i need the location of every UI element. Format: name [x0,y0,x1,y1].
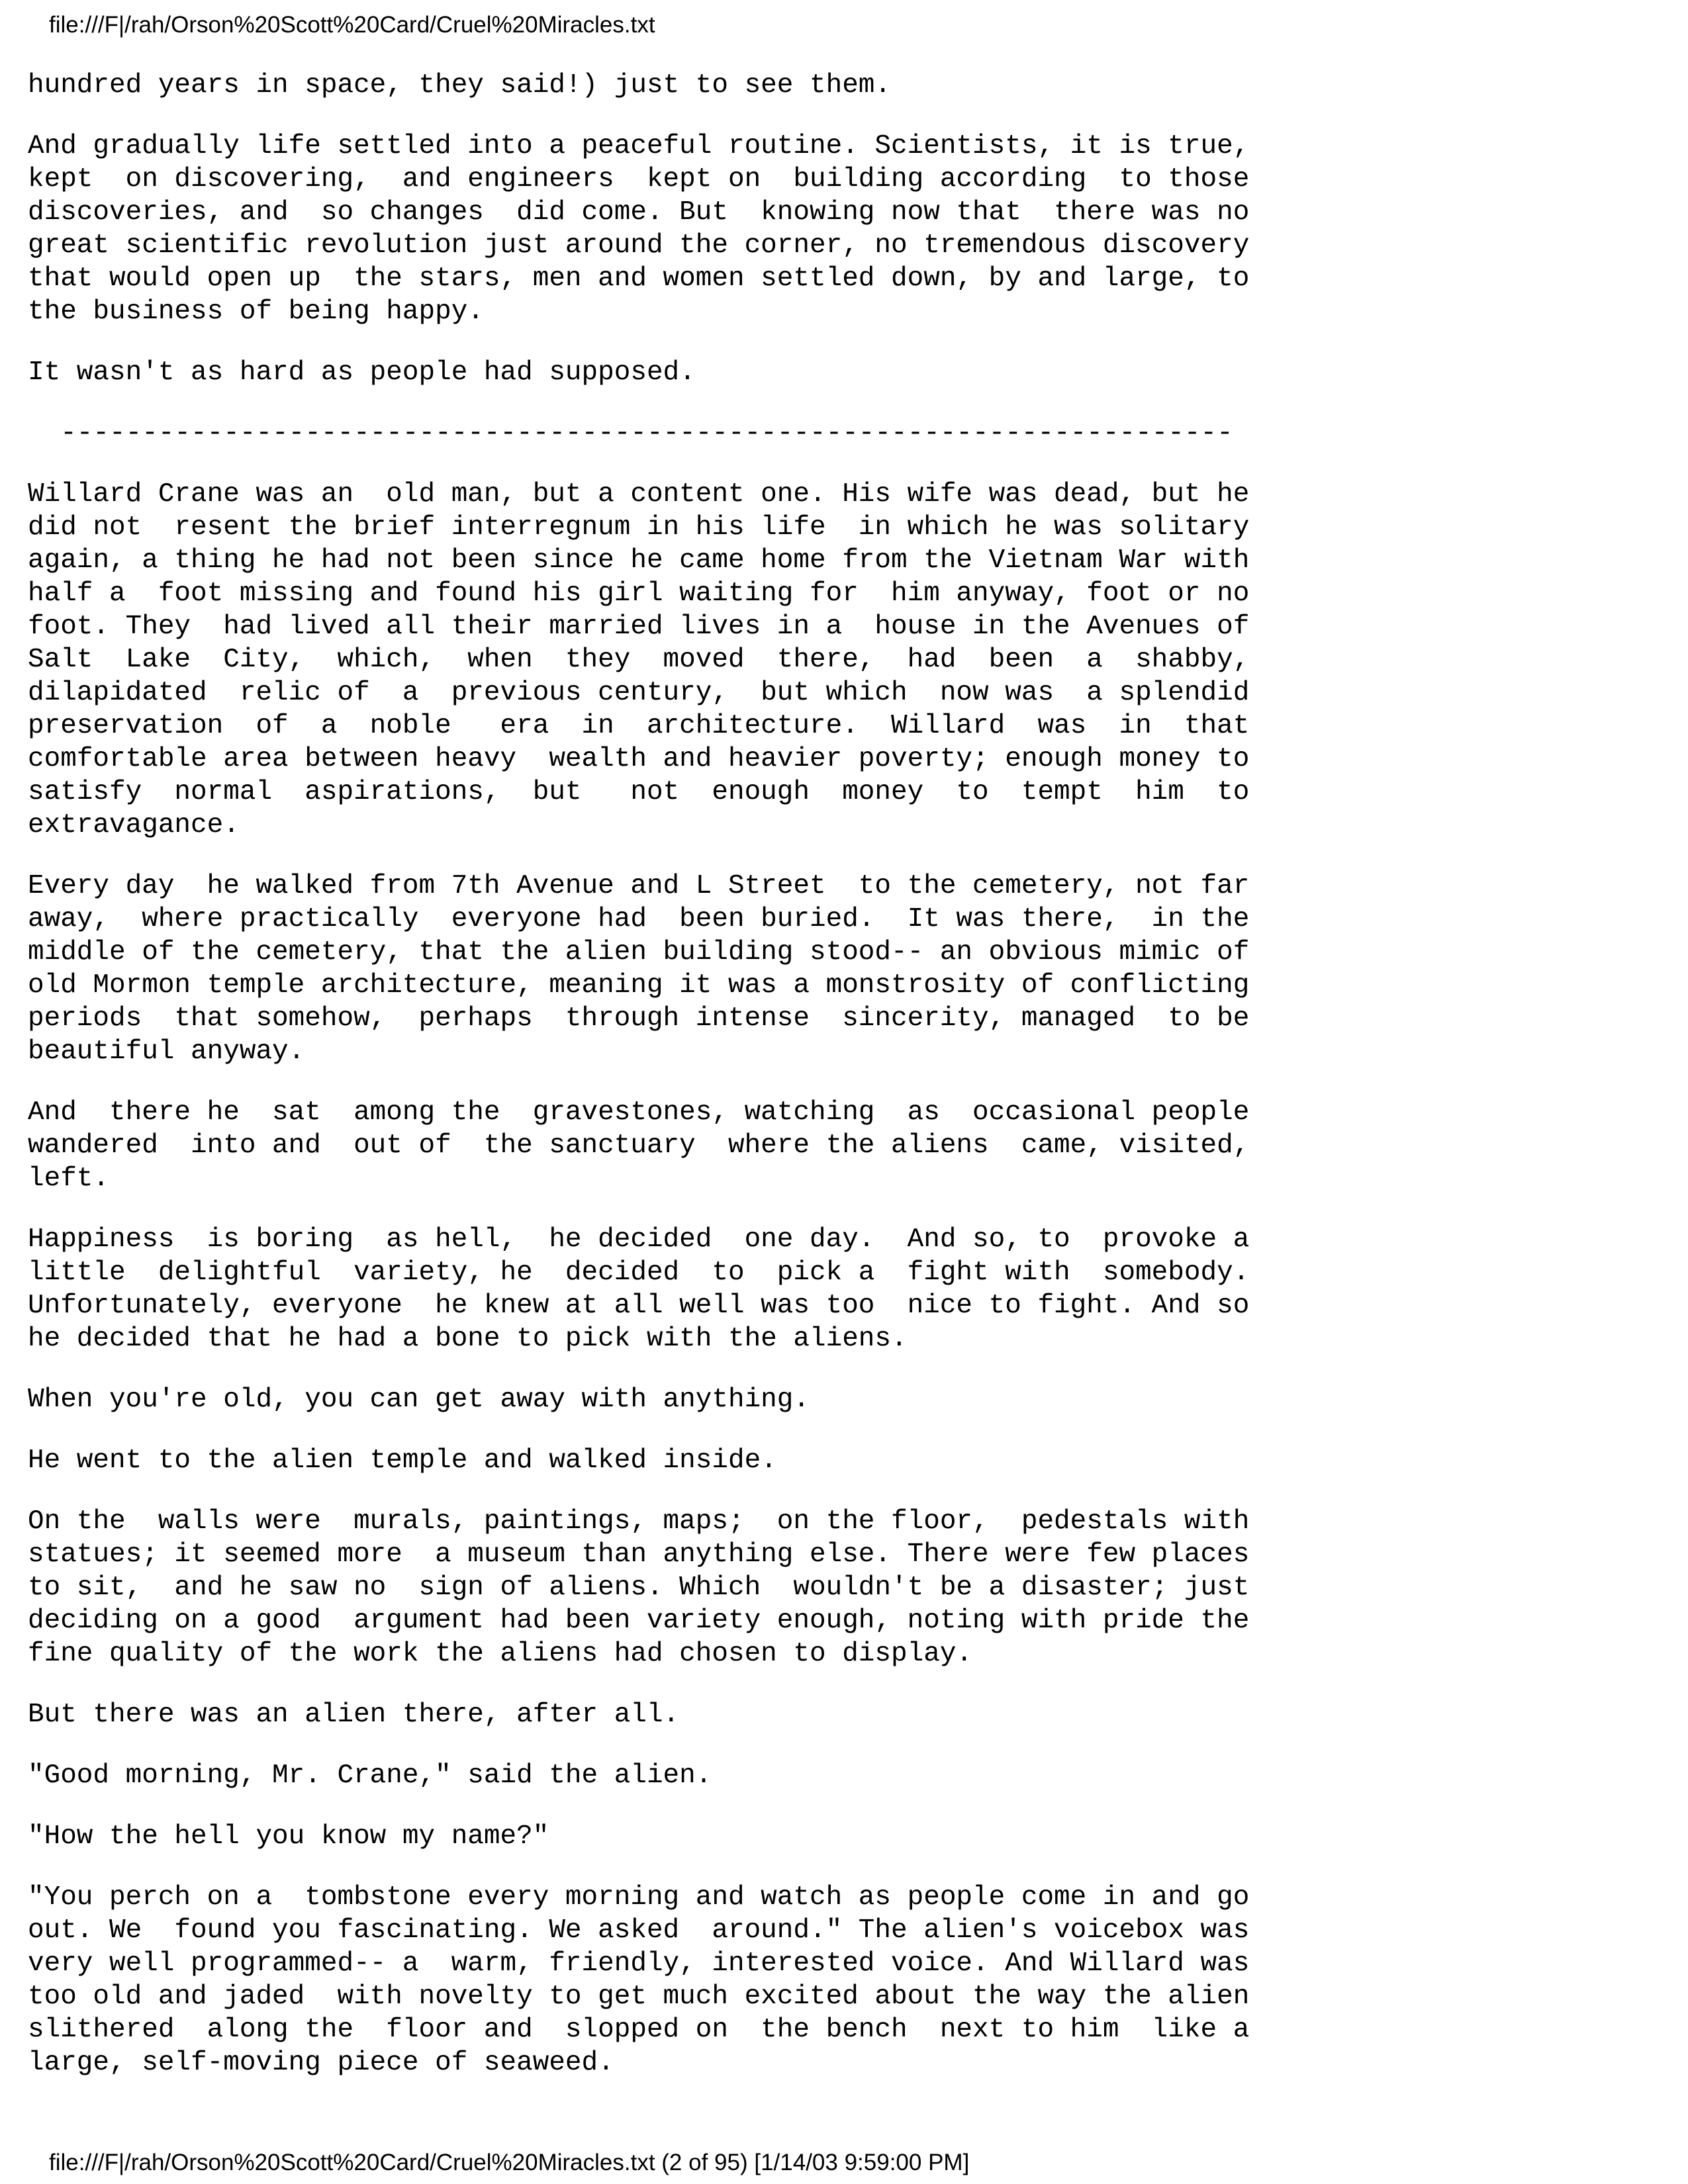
text-line: slithered along the floor and slopped on the bench next to him like a [28,2015,1250,2045]
text-line: fine quality of the work the aliens had chosen to display. [28,1639,973,1669]
text-line: did not resent the brief interregnum in his life in which he was solitary [28,512,1250,543]
text-line: out. We found you fascinating. We asked around." The alien's voicebox was [28,1915,1250,1946]
text-line: statues; it seemed more a museum than anything else. There were few places [28,1539,1250,1570]
paragraph [28,1881,1272,2079]
text-line: Willard Crane was an old man, but a content one. His wife was dead, but he [28,479,1250,510]
paragraph [28,1383,1272,1416]
text-line: kept on discovering, and engineers kept on building according to those [28,164,1250,195]
text-line: again, a thing he had not been since he came home from the Vietnam War with [28,545,1250,576]
text-line: little delightful variety, he decided to pick a fight with somebody. [28,1257,1250,1288]
text-line: hundred years in space, they said!) just to see them. [28,70,892,101]
paragraph [28,1223,1272,1355]
text-line: foot. They had lived all their married lives in a house in the Avenues of [28,612,1250,642]
text-line: that would open up the stars, men and women settled down, by and large, to [28,263,1250,294]
paragraph [28,356,1272,389]
paragraph [28,870,1272,1068]
text-line: satisfy normal aspirations, but not enough money to tempt him to [28,777,1250,807]
text-line: comfortable area between heavy wealth and heavier poverty; enough money to [28,744,1250,774]
paragraph [28,1698,1272,1731]
text-line: dilapidated relic of a previous century, but which now was a splendid [28,678,1250,708]
text-line: "How the hell you know my name?" [28,1821,549,1852]
text-line: He went to the alien temple and walked inside. [28,1445,777,1476]
paragraph [28,1759,1272,1792]
text-line: preservation of a noble era in architecture. Willard was in that [28,711,1250,741]
text-line: too old and jaded with novelty to get much excited about the way the alien [28,1981,1250,2012]
text-line: the business of being happy. [28,296,484,327]
text-line: half a foot missing and found his girl waiting for him anyway, foot or no [28,578,1250,609]
text-line: Unfortunately, everyone he knew at all well was too nice to fight. And so [28,1291,1250,1321]
text-line: left. [28,1163,110,1194]
text-line: extravagance. [28,810,240,841]
paragraph [28,478,1272,842]
paragraph [28,1444,1272,1477]
paragraph [28,69,1272,102]
paragraph [28,130,1272,328]
text-line: When you're old, you can get away with anything. [28,1385,810,1415]
text-line: deciding on a good argument had been variety enough, noting with pride the [28,1606,1250,1636]
text-line: beautiful anyway. [28,1036,305,1067]
paragraph [28,1820,1272,1853]
text-line: to sit, and he saw no sign of aliens. Which wouldn't be a disaster; just [28,1572,1250,1603]
text-line: he decided that he had a bone to pick with the aliens. [28,1324,908,1354]
text-line: Salt Lake City, which, when they moved there, had been a shabby, [28,645,1250,675]
text-line: "Good morning, Mr. Crane," said the alien. [28,1760,712,1791]
text-line: middle of the cemetery, that the alien building stood-- an obvious mimic of [28,937,1250,968]
text-line: great scientific revolution just around the corner, no tremendous discovery [28,230,1250,261]
text-line: Every day he walked from 7th Avenue and L Street to the cemetery, not far [28,871,1250,901]
paragraph [28,1096,1272,1195]
text-line: wandered into and out of the sanctuary where the aliens came, visited, [28,1130,1250,1161]
text-line: It wasn't as hard as people had supposed. [28,357,696,388]
header-file-path: file:///F|/rah/Orson%20Scott%20Card/Cruel%20Miracles.txt [49,12,655,38]
text-line: Happiness is boring as hell, he decided one day. And so, to provoke a [28,1224,1250,1255]
text-line: On the walls were murals, paintings, maps; on the floor, pedestals with [28,1506,1250,1537]
section-separator: ------------------------------------------------------------------------ [28,418,1233,449]
document-body [28,69,1272,2107]
text-line: away, where practically everyone had been buried. It was there, in the [28,904,1250,934]
text-line: But there was an alien there, after all. [28,1700,680,1730]
footer-file-path: file:///F|/rah/Orson%20Scott%20Card/Cruel%20Miracles.txt (2 of 95) [1/14/03 9:59:00 PM] [49,2150,970,2175]
text-line: And there he sat among the gravestones, watching as occasional people [28,1097,1250,1128]
text-line: periods that somehow, perhaps through intense sincerity, managed to be [28,1003,1250,1034]
text-line: discoveries, and so changes did come. But knowing now that there was no [28,197,1250,228]
text-line: And gradually life settled into a peaceful routine. Scientists, it is true, [28,131,1250,161]
paragraph [28,1505,1272,1670]
text-line: old Mormon temple architecture, meaning it was a monstrosity of conflicting [28,970,1250,1001]
text-line: "You perch on a tombstone every morning and watch as people come in and go [28,1882,1250,1913]
text-line: very well programmed-- a warm, friendly, interested voice. And Willard was [28,1948,1250,1979]
text-line: large, self-moving piece of seaweed. [28,2048,614,2078]
